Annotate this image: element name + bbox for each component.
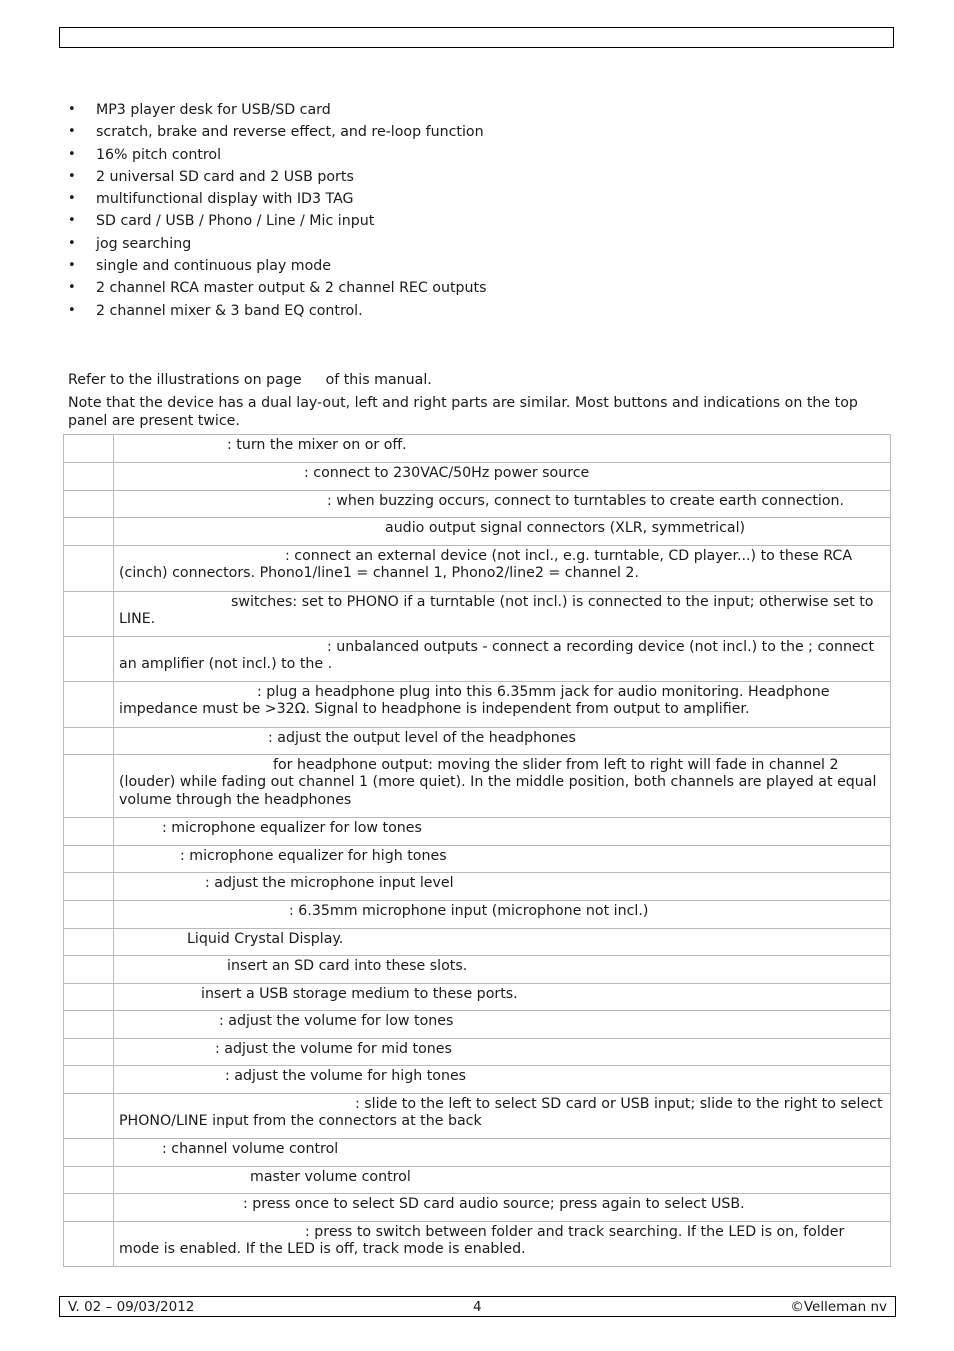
- table-row: [64, 435, 891, 463]
- feature-item: • MP3 player desk for USB/SD card: [68, 99, 487, 121]
- description-cell: [114, 491, 891, 518]
- version-date: V. 02 – 09/03/2012: [68, 1299, 195, 1315]
- item-number-cell: [64, 1222, 114, 1267]
- item-number-cell: [64, 984, 114, 1011]
- description-cell: [114, 929, 891, 956]
- table-row: [64, 1222, 891, 1267]
- description-text: : microphone equalizer for low tones: [162, 820, 422, 836]
- table-row: [64, 491, 891, 518]
- table-row: [64, 956, 891, 984]
- page-number: 4: [473, 1299, 482, 1315]
- page-header-box: [59, 27, 894, 48]
- feature-item: • single and continuous play mode: [68, 255, 487, 277]
- item-number-cell: [64, 682, 114, 728]
- item-number-cell: [64, 491, 114, 518]
- description-text: : connect to 230VAC/50Hz power source: [304, 465, 590, 481]
- description-cell: [114, 818, 891, 846]
- item-number-cell: [64, 1039, 114, 1066]
- description-text: insert an SD card into these slots.: [227, 958, 468, 974]
- table-row: [64, 818, 891, 846]
- item-number-cell: [64, 755, 114, 818]
- item-number-cell: [64, 728, 114, 755]
- item-number-cell: [64, 435, 114, 463]
- table-row: [64, 1011, 891, 1039]
- component-description-table: [63, 434, 891, 1267]
- item-number-cell: [64, 901, 114, 929]
- feature-item: • jog searching: [68, 233, 487, 255]
- description-cell: [114, 755, 891, 818]
- item-number-cell: [64, 637, 114, 682]
- description-cell: [114, 901, 891, 929]
- table-row: [64, 1094, 891, 1139]
- table-row: [64, 846, 891, 873]
- description-cell: [114, 873, 891, 901]
- description-cell: [114, 1094, 891, 1139]
- feature-item: • multifunctional display with ID3 TAG: [68, 188, 487, 210]
- table-row: [64, 546, 891, 592]
- description-text: Liquid Crystal Display.: [187, 931, 344, 947]
- description-text: : adjust the volume for high tones: [225, 1068, 467, 1084]
- table-row: [64, 592, 891, 637]
- description-cell: [114, 1167, 891, 1194]
- feature-item: • scratch, brake and reverse effect, and re-loop function: [68, 121, 487, 143]
- description-cell: [114, 1039, 891, 1066]
- description-text: : plug a headphone plug into this 6.35mm jack for audio monitoring. Headphone impedance must be >32Ω. Signal to headphone is independent from output to amplifier.: [119, 684, 830, 718]
- description-text: : press to switch between folder and track searching. If the LED is on, folder mode is enabled. If the LED is off, track mode is enabled.: [119, 1224, 845, 1258]
- description-text: : channel volume control: [162, 1141, 339, 1157]
- table-row: [64, 1066, 891, 1094]
- description-cell: [114, 1222, 891, 1267]
- table-row: [64, 682, 891, 728]
- item-number-cell: [64, 592, 114, 637]
- description-cell: [114, 846, 891, 873]
- item-number-cell: [64, 818, 114, 846]
- description-text: audio output signal connectors (XLR, symmetrical): [385, 520, 746, 536]
- description-text: switches: set to PHONO if a turntable (not incl.) is connected to the input; otherwise set to LINE.: [119, 594, 874, 628]
- description-cell: [114, 728, 891, 755]
- item-number-cell: [64, 463, 114, 491]
- copyright: ©Velleman nv: [790, 1299, 887, 1315]
- description-cell: [114, 956, 891, 984]
- item-number-cell: [64, 518, 114, 546]
- item-number-cell: [64, 1011, 114, 1039]
- table-row: [64, 1039, 891, 1066]
- table-row: [64, 728, 891, 755]
- table-row: [64, 518, 891, 546]
- description-text: : microphone equalizer for high tones: [180, 848, 447, 864]
- page-footer: [59, 1296, 896, 1317]
- table-row: [64, 984, 891, 1011]
- description-text: for headphone output: moving the slider from left to right will fade in channel 2 (louder) while fading out channel 1 (more quiet). In the middle position, both channels are played at equal volume through the headphones: [119, 757, 877, 808]
- refer-text-after: of this manual.: [325, 372, 432, 388]
- table-row: [64, 901, 891, 929]
- feature-item: • 2 channel mixer & 3 band EQ control.: [68, 300, 487, 322]
- description-text: : adjust the volume for mid tones: [215, 1041, 452, 1057]
- description-text: : slide to the left to select SD card or USB input; slide to the right to select PHONO/LINE input from the connectors at the back: [119, 1096, 883, 1130]
- item-number-cell: [64, 1094, 114, 1139]
- description-text: master volume control: [250, 1169, 411, 1185]
- description-text: : connect an external device (not incl., e.g. turntable, CD player...) to these RCA (cinch) connectors. Phono1/line1 = channel 1, Phono2/line2 = channel 2.: [119, 548, 853, 582]
- table-row: [64, 1139, 891, 1167]
- table-row: [64, 1167, 891, 1194]
- item-number-cell: [64, 1167, 114, 1194]
- feature-item: • SD card / USB / Phono / Line / Mic input: [68, 210, 487, 232]
- description-cell: [114, 435, 891, 463]
- item-number-cell: [64, 546, 114, 592]
- description-text: : adjust the microphone input level: [205, 875, 454, 891]
- description-text: : unbalanced outputs - connect a recording device (not incl.) to the ; connect an amplifier (not incl.) to the .: [119, 639, 875, 673]
- description-cell: [114, 1194, 891, 1222]
- description-cell: [114, 546, 891, 592]
- description-cell: [114, 637, 891, 682]
- refer-text-before: Refer to the illustrations on page: [68, 372, 302, 388]
- feature-item: • 2 channel RCA master output & 2 channel REC outputs: [68, 277, 487, 299]
- feature-item: • 2 universal SD card and 2 USB ports: [68, 166, 487, 188]
- item-number-cell: [64, 1066, 114, 1094]
- description-cell: [114, 1011, 891, 1039]
- description-text: : adjust the volume for low tones: [219, 1013, 454, 1029]
- item-number-cell: [64, 929, 114, 956]
- description-cell: [114, 1139, 891, 1167]
- description-text: : adjust the output level of the headphones: [268, 730, 576, 746]
- table-row: [64, 755, 891, 818]
- description-cell: [114, 682, 891, 728]
- description-text: insert a USB storage medium to these ports.: [201, 986, 518, 1002]
- features-list: [68, 99, 487, 322]
- description-text: : 6.35mm microphone input (microphone not incl.): [289, 903, 649, 919]
- item-number-cell: [64, 846, 114, 873]
- item-number-cell: [64, 1194, 114, 1222]
- description-cell: [114, 592, 891, 637]
- table-row: [64, 873, 891, 901]
- table-row: [64, 463, 891, 491]
- description-text: : turn the mixer on or off.: [227, 437, 407, 453]
- layout-note: Note that the device has a dual lay-out, left and right parts are similar. Most buttons and indications on the top panel are present twice.: [68, 395, 858, 429]
- description-text: : press once to select SD card audio source; press again to select USB.: [243, 1196, 745, 1212]
- item-number-cell: [64, 1139, 114, 1167]
- feature-item: • 16% pitch control: [68, 144, 487, 166]
- description-cell: [114, 1066, 891, 1094]
- item-number-cell: [64, 956, 114, 984]
- table-row: [64, 1194, 891, 1222]
- table-row: [64, 929, 891, 956]
- description-text: : when buzzing occurs, connect to turntables to create earth connection.: [327, 493, 845, 509]
- item-number-cell: [64, 873, 114, 901]
- illustration-reference: [68, 371, 432, 390]
- description-cell: [114, 984, 891, 1011]
- table-row: [64, 637, 891, 682]
- description-cell: [114, 463, 891, 491]
- description-cell: [114, 518, 891, 546]
